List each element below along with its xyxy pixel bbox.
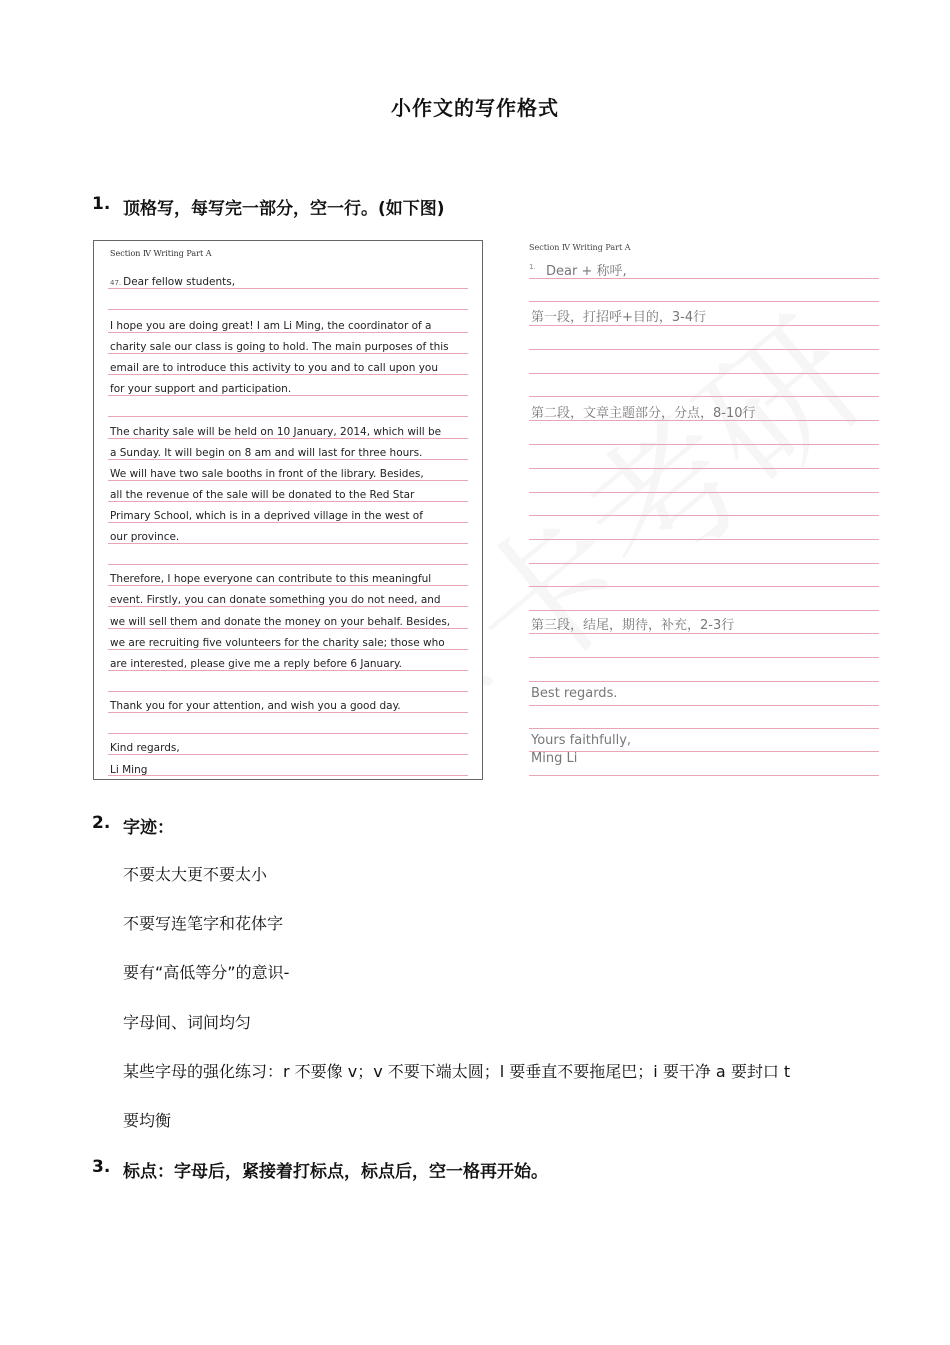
handwriting-tip: 某些字母的强化练习：r 不要像 v；v 不要下端太圆；l 要垂直不要拖尾巴；i 要干净 a 要封口 t (123, 1062, 791, 1081)
sample-line: 47. Dear fellow students, (110, 276, 236, 288)
handwriting-tip: 要有“高低等分”的意识- (123, 963, 290, 982)
handwriting-tip: 要均衡 (123, 1111, 172, 1130)
template-closing-2: Yours faithfully, (531, 733, 632, 748)
sample-line: Therefore, I hope everyone can contribute to this meaningful (110, 573, 432, 585)
handwriting-tip: 字母间、词间均匀 (123, 1013, 252, 1032)
sample-line: are interested, please give me a reply before 6 January. (110, 658, 403, 670)
handwriting-tip: 不要太大更不要太小 (123, 865, 268, 884)
sample-line: The charity sale will be held on 10 January, 2014, which will be (110, 426, 442, 438)
section-1-heading: 顶格写，每写完一部分，空一行。(如下图) (123, 199, 445, 219)
sample-line: our province. (110, 531, 180, 543)
section-2-number: 2. (92, 813, 111, 833)
page-title: 小作文的写作格式 (391, 96, 559, 120)
section-1-number: 1. (92, 194, 111, 214)
sample-line: for your support and participation. (110, 383, 292, 395)
sample-line: Kind regards, (110, 742, 180, 754)
template-name: Ming Li (531, 751, 578, 766)
template-paragraph-3: 第三段，结尾，期待，补充，2-3行 (531, 618, 735, 633)
section-3-number: 3. (92, 1157, 111, 1177)
sample-line: we are recruiting five volunteers for the charity sale; those who (110, 637, 445, 649)
sample-line: all the revenue of the sale will be donated to the Red Star (110, 489, 415, 501)
template-salutation: Dear + 称呼, (546, 264, 627, 279)
sample-line: We will have two sale booths in front of the library. Besides, (110, 468, 424, 480)
sample-line: we will sell them and donate the money on your behalf. Besides, (110, 616, 451, 628)
sample-sheet-header: Section Ⅳ Writing Part A (110, 249, 212, 258)
sample-line: charity sale our class is going to hold. The main purposes of this (110, 341, 449, 353)
template-closing-1: Best regards. (531, 686, 618, 701)
handwriting-tip: 不要写连笔字和花体字 (123, 914, 284, 933)
template-sheet-header: Section Ⅳ Writing Part A (529, 243, 631, 252)
template-question-number: 1. (529, 263, 536, 271)
section-2-heading: 字迹： (123, 818, 174, 838)
sample-line: Li Ming (110, 764, 148, 776)
section-3-heading: 标点：字母后，紧接着打标点，标点后，空一格再开始。 (123, 1162, 548, 1182)
sample-line: Thank you for your attention, and wish you a good day. (110, 700, 401, 712)
sample-line: Primary School, which is in a deprived village in the west of (110, 510, 423, 522)
template-paragraph-1: 第一段，打招呼+目的，3-4行 (531, 310, 707, 325)
sample-line: a Sunday. It will begin on 8 am and will last for three hours. (110, 447, 423, 459)
sample-line: email are to introduce this activity to you and to call upon you (110, 362, 439, 374)
template-paragraph-2: 第二段，文章主题部分，分点，8-10行 (531, 406, 756, 421)
sample-line: event. Firstly, you can donate something you do not need, and (110, 594, 441, 606)
sample-answer-sheet (93, 240, 483, 780)
sample-question-number: 47. (110, 279, 122, 287)
sample-line: I hope you are doing great! I am Li Ming, the coordinator of a (110, 320, 432, 332)
